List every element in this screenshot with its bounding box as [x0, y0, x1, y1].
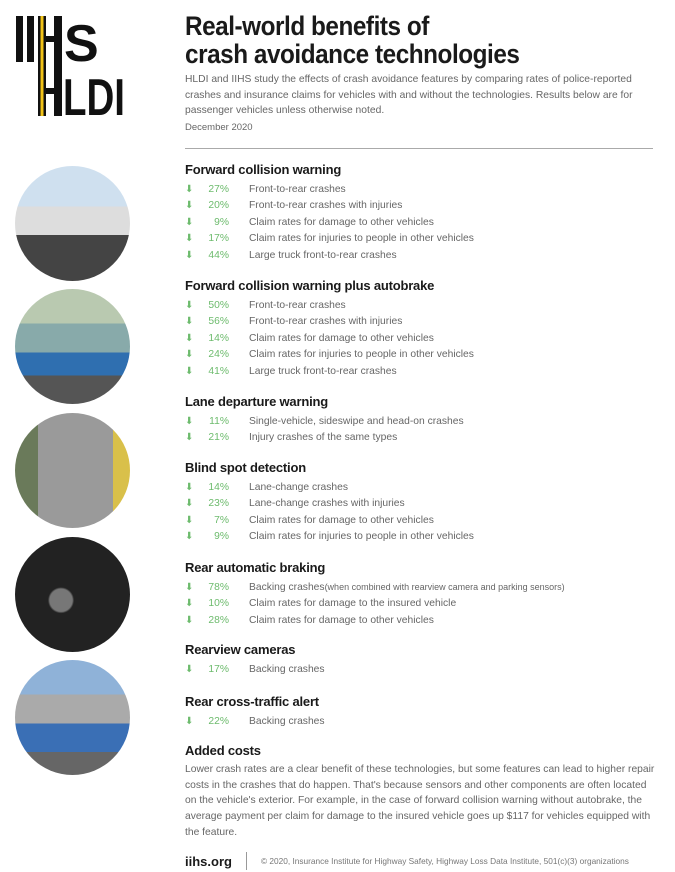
stat-row	[185, 330, 655, 347]
section-blind-spot-detection	[185, 460, 655, 545]
stat-row	[185, 363, 655, 380]
stat-percent: 14%	[208, 332, 229, 344]
down-arrow-icon: ⬇	[185, 514, 194, 526]
stat-label: Claim rates for damage to other vehicles	[249, 332, 434, 344]
down-arrow-icon: ⬇	[185, 249, 194, 261]
footer-separator	[246, 852, 247, 870]
stat-row	[185, 661, 655, 678]
stat-percent: 20%	[208, 200, 229, 212]
svg-text:LDI: LDI	[63, 69, 125, 127]
photo-autobrake-truck	[15, 289, 130, 404]
down-arrow-icon: ⬇	[185, 531, 194, 543]
stat-percent: 11%	[209, 415, 229, 427]
stat-percent: 7%	[214, 514, 229, 526]
down-arrow-icon: ⬇	[185, 663, 194, 675]
section-heading: Blind spot detection	[185, 460, 306, 475]
section-rear-cross-traffic-alert	[185, 694, 655, 730]
photo-rearview-cars	[15, 660, 130, 775]
down-arrow-icon: ⬇	[185, 349, 194, 361]
stat-percent: 17%	[208, 233, 229, 245]
stat-row	[185, 596, 655, 613]
stat-percent: 56%	[208, 316, 229, 328]
stat-percent: 21%	[208, 432, 229, 444]
stat-label: Backing crashes	[249, 715, 325, 727]
stat-percent: 9%	[214, 216, 229, 228]
stat-label: Claim rates for damage to other vehicles	[249, 614, 434, 626]
stat-row	[185, 231, 655, 248]
stat-row	[185, 297, 655, 314]
photo-lane-departure	[15, 413, 130, 528]
stat-label: Front-to-rear crashes	[249, 299, 346, 311]
stat-percent: 23%	[208, 498, 229, 510]
stat-percent: 10%	[208, 598, 229, 610]
down-arrow-icon: ⬇	[185, 415, 194, 427]
section-heading: Rearview cameras	[185, 642, 296, 657]
down-arrow-icon: ⬇	[185, 216, 194, 228]
stat-percent: 14%	[208, 481, 229, 493]
stat-label: Front-to-rear crashes with injuries	[249, 200, 403, 212]
photo-forward-collision	[15, 166, 130, 281]
down-arrow-icon: ⬇	[185, 481, 194, 493]
section-heading: Forward collision warning	[185, 162, 342, 177]
down-arrow-icon: ⬇	[185, 581, 194, 593]
stat-percent: 78%	[208, 581, 229, 593]
svg-text:S: S	[64, 15, 99, 73]
stat-label: Claim rates for damage to the insured vehicle	[249, 598, 457, 610]
stat-row	[185, 247, 655, 264]
stat-row	[185, 430, 655, 447]
stat-row	[185, 314, 655, 331]
stat-row	[185, 181, 655, 198]
down-arrow-icon: ⬇	[185, 183, 194, 195]
section-heading: Rear automatic braking	[185, 560, 326, 575]
stat-percent: 27%	[208, 183, 229, 195]
stat-note: (when combined with rearview camera and parking sensors)	[324, 582, 565, 593]
down-arrow-icon: ⬇	[185, 200, 194, 212]
stat-label: Single-vehicle, sideswipe and head-on crashes	[249, 415, 464, 427]
stat-label: Large truck front-to-rear crashes	[249, 249, 397, 261]
section-heading: Rear cross-traffic alert	[185, 694, 319, 709]
stat-row	[185, 413, 655, 430]
stat-row	[185, 496, 655, 513]
down-arrow-icon: ⬇	[185, 365, 194, 377]
stat-label: Claim rates for injuries to people in other vehicles	[249, 233, 474, 245]
stat-percent: 17%	[208, 663, 229, 675]
stat-percent: 41%	[208, 365, 229, 377]
stat-percent: 9%	[214, 531, 229, 543]
section-rear-automatic-braking	[185, 560, 655, 629]
section-heading: Added costs	[185, 743, 261, 758]
added-costs-section	[185, 743, 655, 841]
stat-label: Lane-change crashes with injuries	[249, 498, 405, 510]
section-rearview-cameras	[185, 642, 655, 678]
down-arrow-icon: ⬇	[185, 316, 194, 328]
stat-percent: 50%	[208, 299, 229, 311]
date: December 2020	[185, 122, 253, 133]
down-arrow-icon: ⬇	[185, 332, 194, 344]
stat-row	[185, 612, 655, 629]
down-arrow-icon: ⬇	[185, 715, 194, 727]
down-arrow-icon: ⬇	[185, 598, 194, 610]
stat-label: Claim rates for damage to other vehicles	[249, 514, 434, 526]
section-heading: Forward collision warning plus autobrake	[185, 278, 435, 293]
stat-row	[185, 198, 655, 215]
stat-label: Claim rates for injuries to people in other vehicles	[249, 349, 474, 361]
section-forward-collision-warning	[185, 162, 655, 264]
stat-label: Front-to-rear crashes with injuries	[249, 316, 403, 328]
stat-label: Claim rates for injuries to people in other vehicles	[249, 531, 474, 543]
footer	[185, 852, 629, 870]
down-arrow-icon: ⬇	[185, 299, 194, 311]
stat-percent: 24%	[208, 349, 229, 361]
stat-percent: 44%	[208, 249, 229, 261]
stat-label: Front-to-rear crashes	[249, 183, 346, 195]
divider	[185, 148, 653, 149]
site-link[interactable]: iihs.org	[185, 853, 232, 869]
section-lane-departure-warning	[185, 394, 655, 446]
down-arrow-icon: ⬇	[185, 498, 194, 510]
down-arrow-icon: ⬇	[185, 432, 194, 444]
stat-label: Backing crashes	[249, 663, 325, 675]
stat-percent: 22%	[208, 715, 229, 727]
stat-row	[185, 529, 655, 546]
photo-rear-braking-button	[15, 537, 130, 652]
added-costs-text: Lower crash rates are a clear benefit of these technologies, but some features can lead to higher repair costs in the crashes that do happen. That's because sensors and other components are often located on the vehicle's exterior. For example, in the case of forward collision warning without autobrake, the average payment per claim for damage to the insured vehicle goes up $117 for vehicles equipped with the feature.	[185, 764, 655, 838]
stat-row	[185, 347, 655, 364]
copyright: © 2020, Insurance Institute for Highway Safety, Highway Loss Data Institute, 501(c)(3) organizations	[260, 856, 629, 866]
stat-row	[185, 214, 655, 231]
stat-label: Injury crashes of the same types	[249, 432, 398, 444]
page-title: Real-world benefits of crash avoidance technologies	[185, 11, 520, 69]
iihs-hldi-logo	[16, 15, 126, 127]
stat-row	[185, 579, 655, 596]
down-arrow-icon: ⬇	[185, 233, 194, 245]
stat-label: Claim rates for damage to other vehicles	[249, 216, 434, 228]
section-forward-collision-warning-plus-autobrake	[185, 278, 655, 380]
stat-row	[185, 512, 655, 529]
down-arrow-icon: ⬇	[185, 614, 194, 626]
stat-label: Backing crashes	[249, 581, 325, 593]
stat-row	[185, 479, 655, 496]
stat-label: Large truck front-to-rear crashes	[249, 365, 397, 377]
stat-row	[185, 713, 655, 730]
intro-text: HLDI and IIHS study the effects of crash avoidance features by comparing rates of police-reported crashes and insurance claims for vehicles with and without the technologies. Results below are for passenger vehicles unless otherwise noted.	[185, 74, 633, 116]
section-heading: Lane departure warning	[185, 394, 328, 409]
stat-label: Lane-change crashes	[249, 481, 349, 493]
stat-percent: 28%	[208, 614, 229, 626]
